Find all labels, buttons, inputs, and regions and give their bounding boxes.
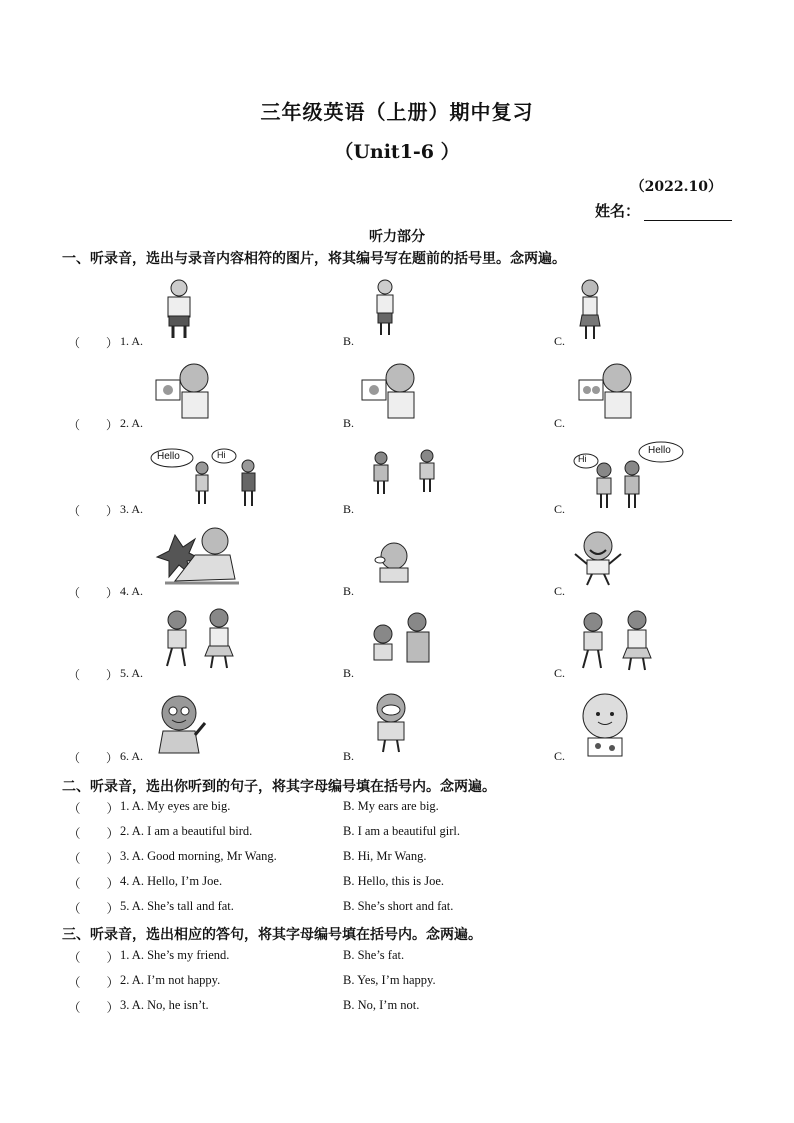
option-c-label: C.: [554, 749, 566, 763]
option-c-label: C.: [554, 416, 566, 430]
option-a-label: 2. A.: [120, 416, 144, 430]
picture-1c: [575, 278, 605, 342]
picture-6b: [368, 690, 414, 754]
bubble-hi: Hi: [217, 450, 226, 460]
option-b: B. No, I’m not.: [343, 998, 420, 1012]
option-a-label: 1. A.: [120, 334, 144, 348]
option-a: 1. A. My eyes are big.: [120, 799, 231, 813]
picture-2a: [152, 360, 218, 420]
option-a-label: 5. A.: [120, 666, 144, 680]
answer-paren[interactable]: （ ）: [68, 418, 119, 432]
option-b-label: B.: [343, 666, 355, 680]
name-label: 姓名：: [595, 202, 641, 220]
name-field[interactable]: [595, 200, 732, 221]
answer-paren[interactable]: （ ）: [68, 877, 120, 891]
bubble-hello: Hello: [648, 445, 671, 456]
answer-paren[interactable]: （ ）: [68, 1001, 120, 1015]
option-a: 3. A. Good morning, Mr Wang.: [120, 849, 277, 863]
option-b: B. Hello, this is Joe.: [343, 874, 445, 888]
option-a-label: 3. A.: [120, 502, 144, 516]
page-title: 三年级英语（上册）期中复习: [260, 100, 534, 124]
option-b: B. She’s fat.: [343, 948, 405, 962]
picture-5b: [367, 612, 437, 670]
answer-paren[interactable]: （ ）: [68, 336, 119, 350]
option-c-label: C.: [554, 666, 566, 680]
option-a: 2. A. I’m not happy.: [120, 973, 221, 987]
picture-1b: [370, 278, 400, 338]
picture-5a: [155, 608, 239, 670]
answer-paren[interactable]: （ ）: [68, 902, 120, 916]
name-blank[interactable]: [644, 206, 732, 221]
picture-4c: [573, 528, 623, 588]
option-b: B. Hi, Mr Wang.: [343, 849, 427, 863]
answer-paren[interactable]: （ ）: [68, 951, 120, 965]
option-a: 5. A. She’s tall and fat.: [120, 899, 234, 913]
option-b: B. She’s short and fat.: [343, 899, 454, 913]
listening-label: 听力部分: [369, 229, 425, 245]
answer-paren[interactable]: （ ）: [68, 751, 119, 765]
option-a: 1. A. She’s my friend.: [120, 948, 230, 962]
option-b-label: B.: [343, 334, 355, 348]
picture-4b: [372, 540, 414, 584]
picture-3b: [365, 448, 441, 498]
answer-paren[interactable]: （ ）: [68, 827, 120, 841]
exam-date: （2022.10）: [630, 179, 722, 195]
bubble-hello: Hello: [157, 451, 180, 462]
option-b: B. I am a beautiful girl.: [343, 824, 460, 838]
answer-paren[interactable]: （ ）: [68, 668, 119, 682]
picture-2b: [358, 360, 424, 420]
answer-paren[interactable]: （ ）: [68, 504, 119, 518]
answer-paren[interactable]: （ ）: [68, 852, 120, 866]
option-b: B. Yes, I’m happy.: [343, 973, 436, 987]
option-a: 2. A. I am a beautiful bird.: [120, 824, 253, 838]
answer-paren[interactable]: （ ）: [68, 976, 120, 990]
picture-3a: [150, 448, 270, 508]
option-c-label: C.: [554, 502, 566, 516]
option-b-label: B.: [343, 502, 355, 516]
picture-5c: [575, 608, 655, 672]
picture-1a: [158, 278, 200, 342]
picture-4a: [155, 525, 241, 587]
bubble-hi: Hi: [578, 454, 587, 464]
page-subtitle: （Unit1-6 ）: [334, 141, 460, 163]
option-a-label: 4. A.: [120, 584, 144, 598]
section3-heading: 三、听录音，选出相应的答句，将其字母编号填在括号内。念两遍。: [62, 927, 482, 943]
option-a-label: 6. A.: [120, 749, 144, 763]
option-b-label: B.: [343, 584, 355, 598]
option-c-label: C.: [554, 334, 566, 348]
option-b: B. My ears are big.: [343, 799, 439, 813]
option-a: 3. A. No, he isn’t.: [120, 998, 209, 1012]
answer-paren[interactable]: （ ）: [68, 802, 120, 816]
picture-2c: [575, 360, 641, 420]
option-c-label: C.: [554, 584, 566, 598]
picture-6a: [155, 693, 207, 755]
option-a: 4. A. Hello, I’m Joe.: [120, 874, 223, 888]
section2-heading: 二、听录音，选出你听到的句子，将其字母编号填在括号内。念两遍。: [62, 779, 496, 795]
option-b-label: B.: [343, 749, 355, 763]
section1-heading: 一、听录音，选出与录音内容相符的图片，将其编号写在题前的括号里。念两遍。: [62, 251, 566, 267]
picture-3c: [570, 440, 690, 512]
picture-6c: [570, 690, 640, 760]
option-b-label: B.: [343, 416, 355, 430]
answer-paren[interactable]: （ ）: [68, 586, 119, 600]
